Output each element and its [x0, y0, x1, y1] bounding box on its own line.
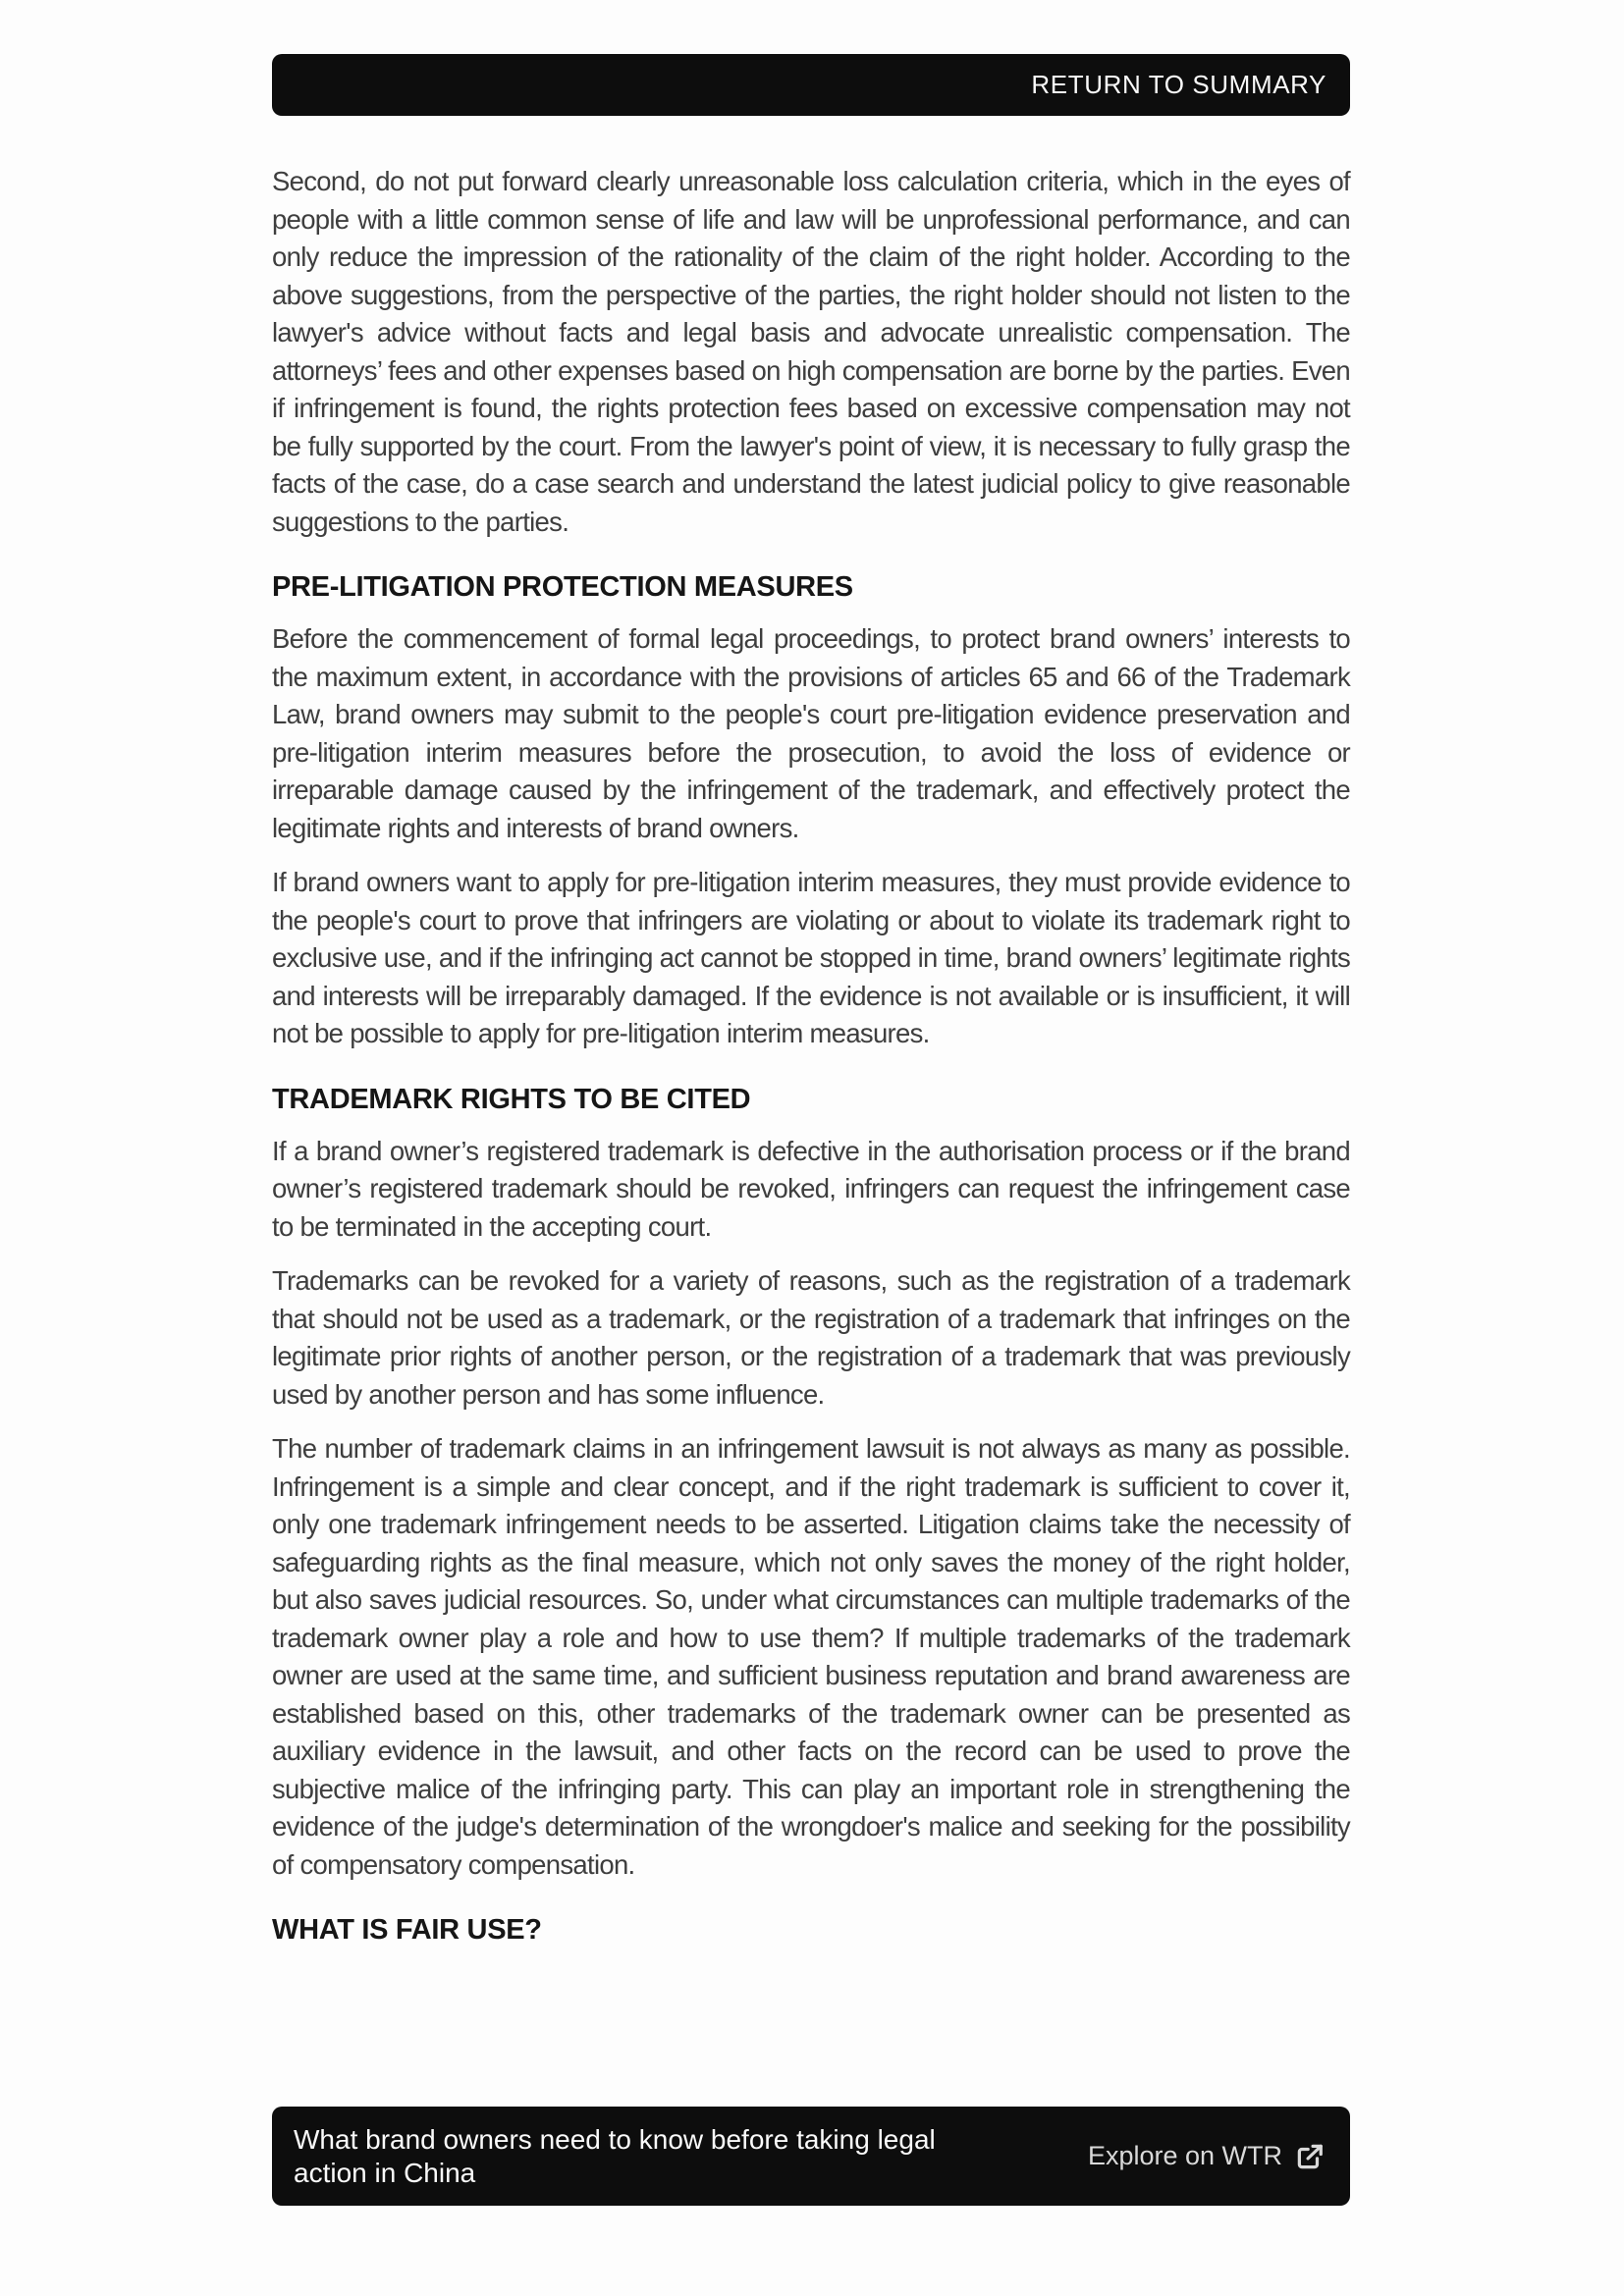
section-heading: TRADEMARK RIGHTS TO BE CITED [272, 1083, 751, 1115]
section-heading: PRE-LITIGATION PROTECTION MEASURES [272, 571, 853, 603]
external-link-icon [1295, 2142, 1325, 2171]
article-body [272, 163, 1350, 1963]
return-to-summary-button[interactable] [272, 54, 1350, 116]
paragraph: If brand owners want to apply for pre-litigation interim measures, they must provide evidence to the people's court to prove that infringers are violating or about to violate its trademark right to exclusive use, and if the infringing act cannot be stopped in time, brand owners’ legitimate rights and interests will be irreparably damaged. If the evidence is not available or is insufficient, it will not be possible to apply for pre-litigation interim measures. [272, 867, 1350, 1048]
return-to-summary-label: RETURN TO SUMMARY [1031, 70, 1326, 99]
explore-on-wtr-link[interactable] [1088, 2141, 1325, 2171]
paragraph: Trademarks can be revoked for a variety of reasons, such as the registration of a trademark that should not be used as a trademark, or the registration of a trademark that infringes on the legitimate prior rights of another person, or the registration of a trademark that was previously used by another person and has some influence. [272, 1265, 1350, 1410]
explore-on-wtr-label: Explore on WTR [1087, 2141, 1282, 2170]
paragraph: The number of trademark claims in an infringement lawsuit is not always as many as possible. Infringement is a simple and clear concept, and if the right trademark is sufficient to cover it, only one trademark infringement needs to be asserted. Litigation claims take the necessity of safeguarding rights as the final measure, which not only saves the money of the right holder, but also saves judicial resources. So, under what circumstances can multiple trademarks of the trademark owner play a role and how to use them? If multiple trademarks of the trademark owner are used at the same time, and sufficient business reputation and brand awareness are established based on this, other trademarks of the trademark owner can be presented as auxiliary evidence in the lawsuit, and other facts on the record can be used to prove the subjective malice of the infringing party. This can play an important role in strengthening the evidence of the judge's determination of the wrongdoer's malice and seeking for the possibility of compensatory compensation. [272, 1433, 1350, 1880]
footer-bar [272, 2107, 1350, 2206]
footer-article-title: What brand owners need to know before taking legal action in China [294, 2123, 936, 2188]
section-heading: WHAT IS FAIR USE? [272, 1914, 542, 1946]
paragraph: Second, do not put forward clearly unreasonable loss calculation criteria, which in the eyes of people with a little common sense of life and law will be unprofessional performance, and can only reduce the impression of the rationality of the claim of the right holder. According to the above suggestions, from the perspective of the parties, the right holder should not listen to the lawyer's advice without facts and legal basis and advocate unrealistic compensation. The attorneys’ fees and other expenses based on high compensation are borne by the parties. Even if infringement is found, the rights protection fees based on excessive compensation may not be fully supported by the court. From the lawyer's point of view, it is necessary to fully grasp the facts of the case, do a case search and understand the latest judicial policy to give reasonable suggestions to the parties. [272, 166, 1350, 537]
paragraph: If a brand owner’s registered trademark is defective in the authorisation process or if the brand owner’s registered trademark should be revoked, infringers can request the infringement case to be terminated in the accepting court. [272, 1135, 1350, 1242]
paragraph: Before the commencement of formal legal proceedings, to protect brand owners’ interests to the maximum extent, in accordance with the provisions of articles 65 and 66 of the Trademark Law, brand owners may submit to the people's court pre-litigation evidence preservation and pre-litigation interim measures before the prosecution, to avoid the loss of evidence or irreparable damage caused by the infringement of the trademark, and effectively protect the legitimate rights and interests of brand owners. [272, 623, 1350, 843]
